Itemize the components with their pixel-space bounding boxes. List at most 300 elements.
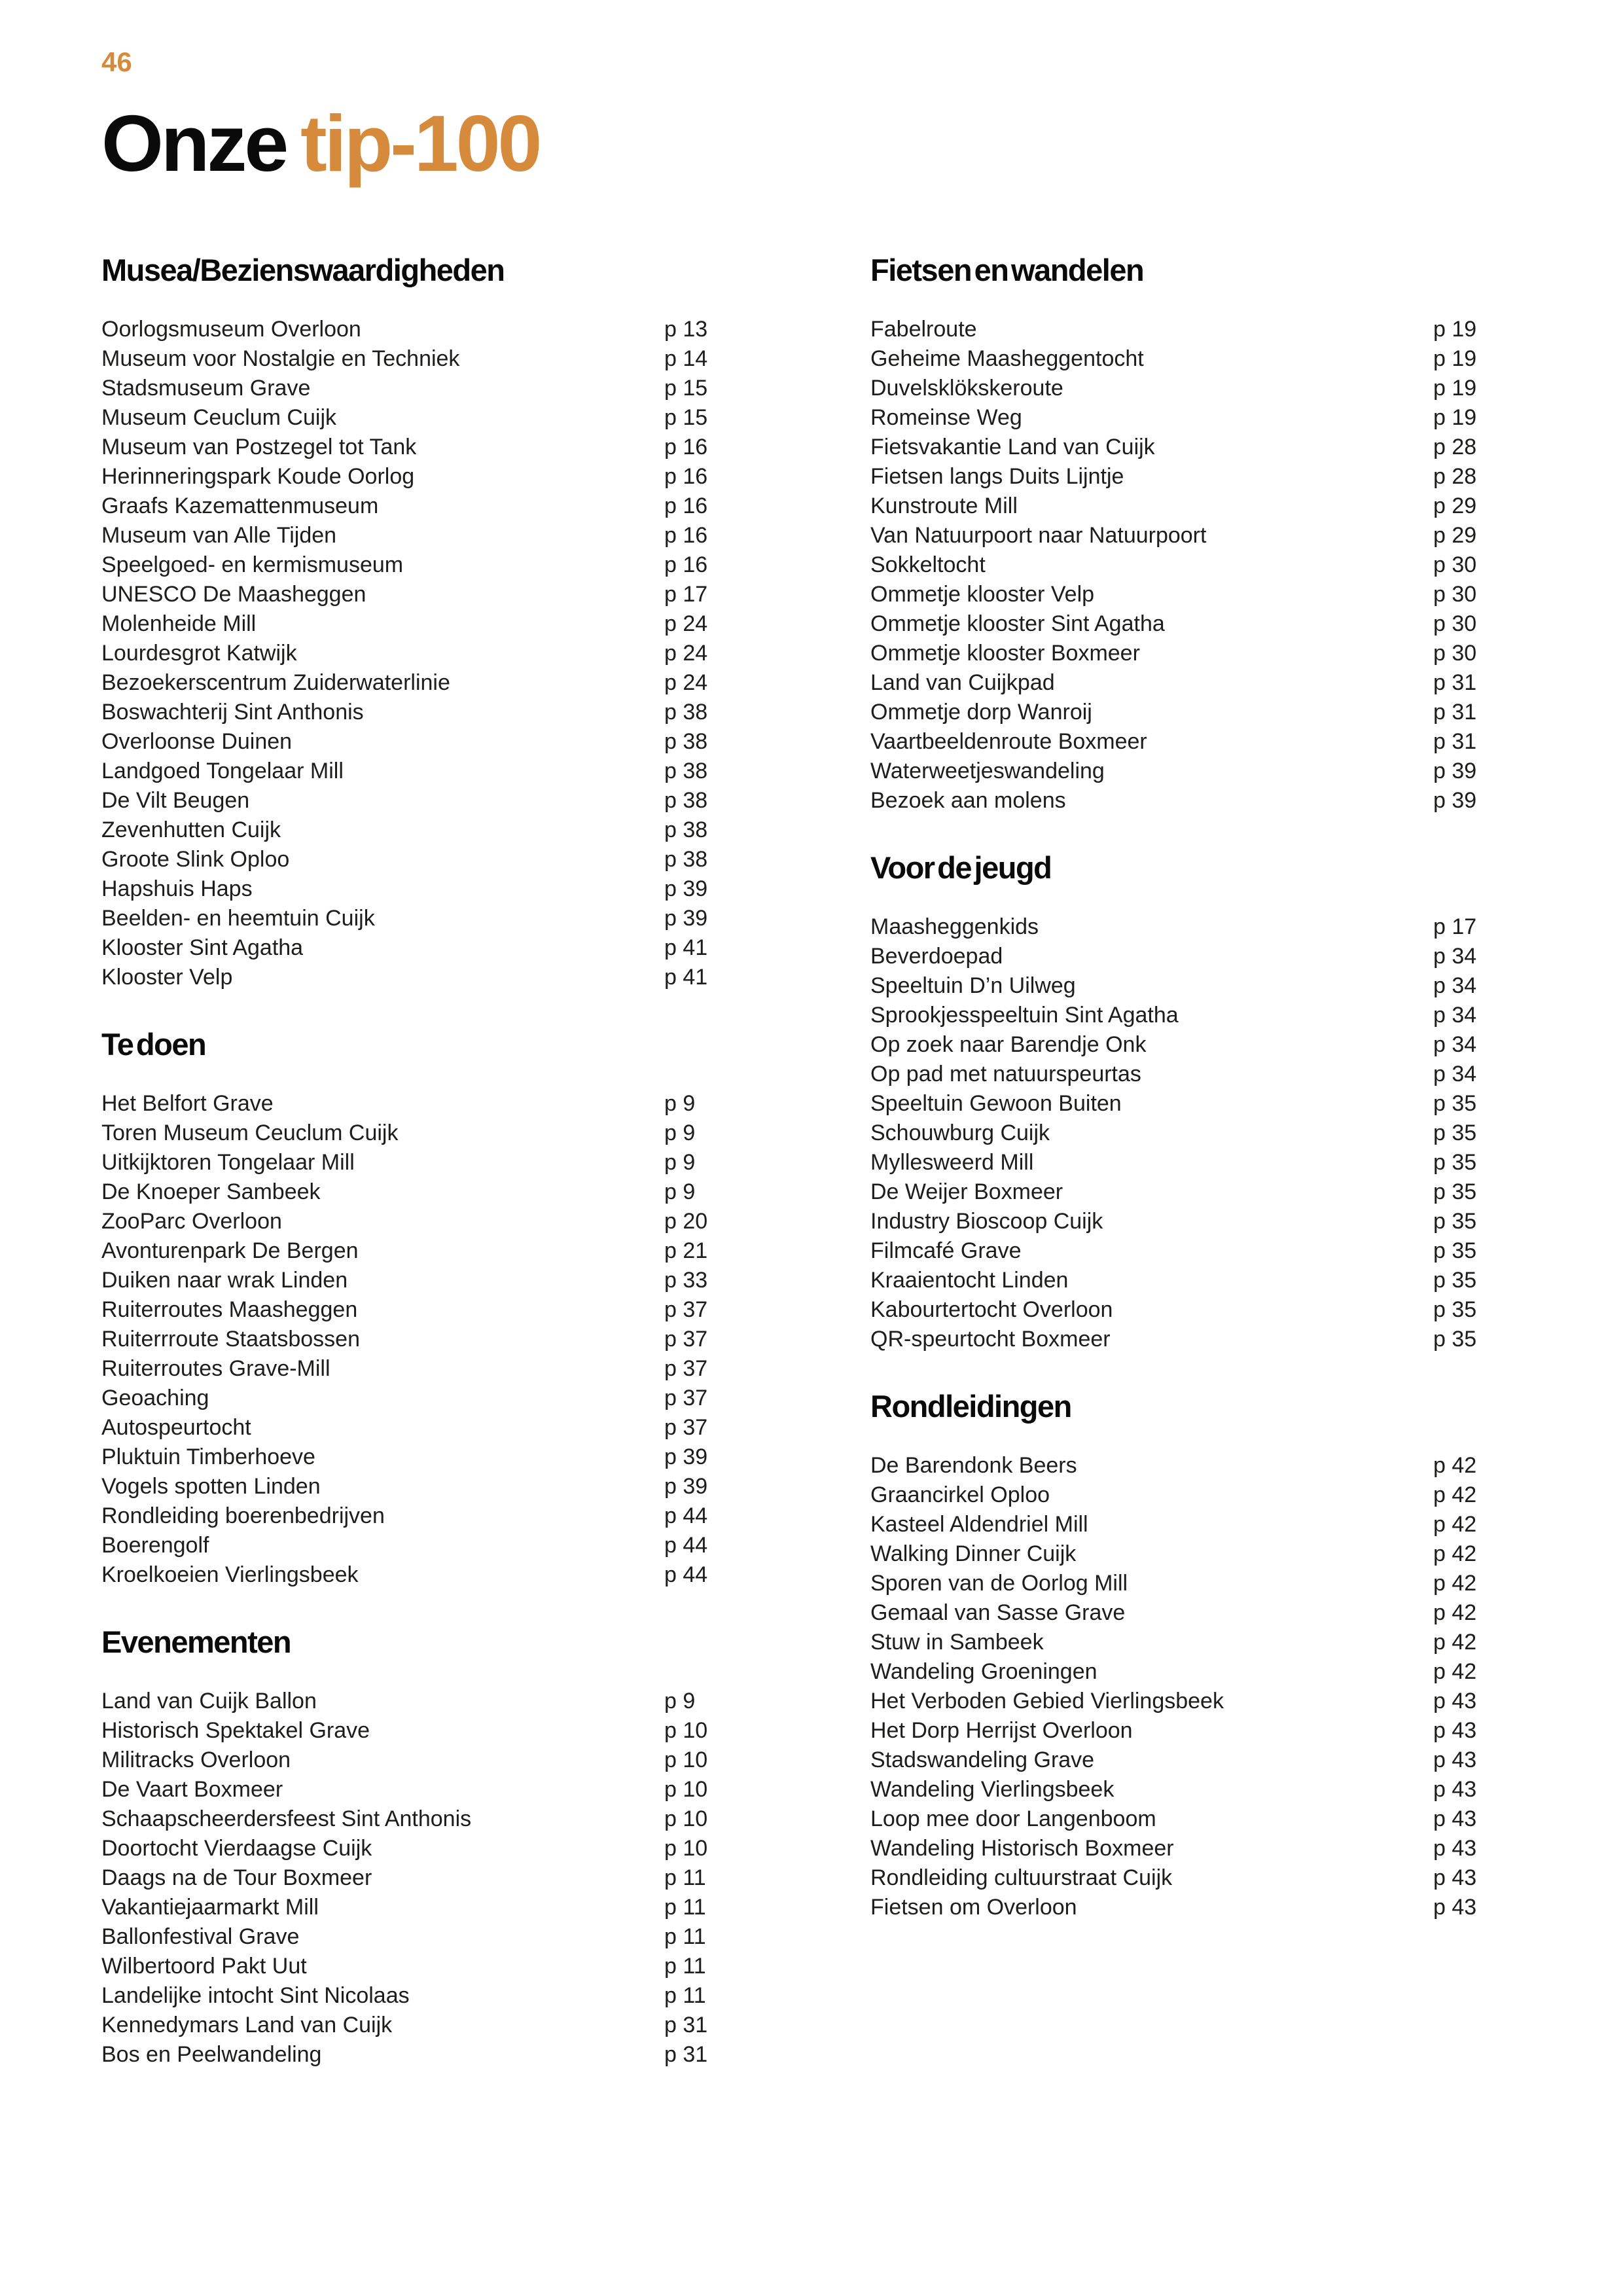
entry-label: Schouwburg Cuijk — [870, 1121, 1050, 1145]
entry-page-ref: p 28 — [1433, 435, 1477, 459]
toc-row — [870, 1266, 1492, 1295]
entry-page-ref: p 17 — [664, 582, 708, 607]
toc-row — [870, 580, 1492, 609]
entry-label: Museum van Alle Tijden — [101, 523, 337, 548]
entry-label: Wandeling Historisch Boxmeer — [870, 1836, 1174, 1861]
toc-row — [101, 433, 723, 462]
toc-row — [870, 1893, 1492, 1922]
entry-label: Toren Museum Ceuclum Cuijk — [101, 1121, 399, 1145]
entry-label: Speeltuin D’n Uilweg — [870, 973, 1076, 998]
entry-label: Schaapscheerdersfeest Sint Anthonis — [101, 1806, 472, 1831]
toc-row — [870, 1236, 1492, 1266]
entry-label: Speelgoed- en kermismuseum — [101, 552, 404, 577]
toc-row — [870, 639, 1492, 668]
toc-row — [870, 1001, 1492, 1030]
toc-row — [870, 698, 1492, 727]
toc-row — [101, 1834, 723, 1863]
toc-row — [870, 1834, 1492, 1863]
entry-label: Ommetje dorp Wanroij — [870, 700, 1092, 725]
toc-row — [101, 1804, 723, 1834]
toc-row — [870, 609, 1492, 639]
toc-row — [101, 2040, 723, 2070]
entry-page-ref: p 11 — [664, 1865, 706, 1890]
toc-row — [870, 1863, 1492, 1893]
entry-page-ref: p 35 — [1433, 1209, 1477, 1234]
entry-label: Het Verboden Gebied Vierlingsbeek — [870, 1689, 1224, 1713]
entry-page-ref: p 35 — [1433, 1297, 1477, 1322]
entry-page-ref: p 11 — [664, 1954, 706, 1979]
entry-page-ref: p 38 — [664, 700, 708, 725]
toc-row — [101, 668, 723, 698]
entry-label: Lourdesgrot Katwijk — [101, 641, 297, 666]
entry-page-ref: p 38 — [664, 817, 708, 842]
entry-page-ref: p 11 — [664, 1983, 706, 2008]
entry-label: Walking Dinner Cuijk — [870, 1541, 1077, 1566]
entry-label: Kraaientocht Linden — [870, 1268, 1069, 1293]
entry-page-ref: p 29 — [1433, 493, 1477, 518]
section-heading: Voor de jeugd — [870, 850, 1052, 885]
toc-row — [101, 1687, 723, 1716]
toc-row — [101, 374, 723, 403]
entry-label: Uitkijktoren Tongelaar Mill — [101, 1150, 355, 1175]
section-item-list — [101, 1687, 723, 2070]
section-heading: Te doen — [101, 1027, 206, 1062]
toc-row — [870, 521, 1492, 550]
toc-row — [870, 1148, 1492, 1177]
entry-page-ref: p 16 — [664, 523, 708, 548]
entry-label: Ommetje klooster Boxmeer — [870, 641, 1140, 666]
entry-page-ref: p 43 — [1433, 1689, 1477, 1713]
entry-page-ref: p 38 — [664, 847, 708, 872]
entry-page-ref: p 33 — [664, 1268, 708, 1293]
toc-row — [870, 1207, 1492, 1236]
entry-label: Daags na de Tour Boxmeer — [101, 1865, 372, 1890]
entry-label: Ommetje klooster Velp — [870, 582, 1095, 607]
entry-label: Vogels spotten Linden — [101, 1474, 321, 1499]
toc-row — [101, 904, 723, 933]
section-heading: Musea/Bezienswaardigheden — [101, 253, 505, 287]
entry-page-ref: p 34 — [1433, 1032, 1477, 1057]
toc-row — [101, 580, 723, 609]
toc-row — [101, 1443, 723, 1472]
entry-label: Pluktuin Timberhoeve — [101, 1444, 315, 1469]
entry-page-ref: p 9 — [664, 1121, 696, 1145]
entry-label: Ruiterroutes Grave-Mill — [101, 1356, 330, 1381]
toc-row — [870, 1060, 1492, 1089]
toc-row — [870, 1510, 1492, 1539]
page-number: 46 — [101, 46, 132, 77]
entry-page-ref: p 38 — [664, 729, 708, 754]
entry-page-ref: p 44 — [664, 1562, 708, 1587]
toc-section — [101, 1624, 723, 2070]
entry-label: Romeinse Weg — [870, 405, 1022, 430]
entry-label: Boerengolf — [101, 1533, 209, 1558]
entry-page-ref: p 34 — [1433, 1062, 1477, 1086]
toc-row — [870, 1539, 1492, 1569]
entry-page-ref: p 43 — [1433, 1718, 1477, 1743]
toc-row — [101, 1922, 723, 1952]
entry-page-ref: p 35 — [1433, 1091, 1477, 1116]
toc-row — [101, 845, 723, 874]
toc-row — [870, 462, 1492, 492]
entry-label: ZooParc Overloon — [101, 1209, 282, 1234]
entry-page-ref: p 35 — [1433, 1179, 1477, 1204]
entry-page-ref: p 39 — [664, 876, 708, 901]
toc-row — [870, 492, 1492, 521]
entry-label: Kabourtertocht Overloon — [870, 1297, 1113, 1322]
entry-label: Land van Cuijk Ballon — [101, 1689, 317, 1713]
entry-page-ref: p 30 — [1433, 582, 1477, 607]
entry-label: Kroelkoeien Vierlingsbeek — [101, 1562, 359, 1587]
toc-row — [101, 1148, 723, 1177]
entry-label: Op pad met natuurspeurtas — [870, 1062, 1141, 1086]
entry-page-ref: p 43 — [1433, 1806, 1477, 1831]
entry-page-ref: p 16 — [664, 435, 708, 459]
toc-row — [870, 912, 1492, 942]
entry-page-ref: p 42 — [1433, 1482, 1477, 1507]
toc-row — [870, 403, 1492, 433]
entry-page-ref: p 24 — [664, 611, 708, 636]
entry-page-ref: p 19 — [1433, 376, 1477, 401]
entry-page-ref: p 34 — [1433, 1003, 1477, 1028]
entry-page-ref: p 16 — [664, 552, 708, 577]
toc-row — [101, 344, 723, 374]
entry-label: Molenheide Mill — [101, 611, 257, 636]
entry-page-ref: p 39 — [664, 1474, 708, 1499]
toc-section — [870, 252, 1492, 816]
toc-row — [101, 1177, 723, 1207]
entry-page-ref: p 35 — [1433, 1268, 1477, 1293]
entry-label: Rondleiding cultuurstraat Cuijk — [870, 1865, 1173, 1890]
entry-page-ref: p 28 — [1433, 464, 1477, 489]
entry-label: Groote Slink Oploo — [101, 847, 290, 872]
entry-label: Kasteel Aldendriel Mill — [870, 1512, 1088, 1537]
entry-label: Rondleiding boerenbedrijven — [101, 1503, 385, 1528]
entry-page-ref: p 38 — [664, 759, 708, 783]
entry-page-ref: p 9 — [664, 1689, 696, 1713]
entry-label: Stadsmuseum Grave — [101, 376, 311, 401]
entry-label: Kunstroute Mill — [870, 493, 1018, 518]
entry-label: UNESCO De Maasheggen — [101, 582, 366, 607]
entry-label: QR-speurtocht Boxmeer — [870, 1327, 1111, 1352]
entry-label: Speeltuin Gewoon Buiten — [870, 1091, 1122, 1116]
entry-page-ref: p 10 — [664, 1748, 708, 1772]
toc-row — [870, 1804, 1492, 1834]
entry-label: Zevenhutten Cuijk — [101, 817, 281, 842]
entry-page-ref: p 29 — [1433, 523, 1477, 548]
entry-page-ref: p 37 — [664, 1386, 708, 1410]
section-heading: Evenementen — [101, 1624, 291, 1659]
entry-page-ref: p 37 — [664, 1297, 708, 1322]
entry-page-ref: p 42 — [1433, 1453, 1477, 1478]
entry-page-ref: p 11 — [664, 1924, 706, 1949]
entry-page-ref: p 24 — [664, 670, 708, 695]
entry-label: De Vilt Beugen — [101, 788, 250, 813]
toc-row — [870, 942, 1492, 971]
entry-label: Geoaching — [101, 1386, 209, 1410]
entry-page-ref: p 35 — [1433, 1150, 1477, 1175]
entry-page-ref: p 43 — [1433, 1748, 1477, 1772]
entry-page-ref: p 20 — [664, 1209, 708, 1234]
toc-row — [101, 1295, 723, 1325]
entry-label: Ommetje klooster Sint Agatha — [870, 611, 1165, 636]
entry-label: Graafs Kazemattenmuseum — [101, 493, 379, 518]
toc-row — [101, 1266, 723, 1295]
toc-row — [101, 1236, 723, 1266]
toc-row — [870, 1657, 1492, 1687]
entry-label: Fietsen langs Duits Lijntje — [870, 464, 1124, 489]
entry-page-ref: p 42 — [1433, 1600, 1477, 1625]
toc-row — [870, 315, 1492, 344]
entry-label: Bezoekerscentrum Zuiderwaterlinie — [101, 670, 450, 695]
entry-label: Beverdoepad — [870, 944, 1003, 969]
entry-label: Militracks Overloon — [101, 1748, 291, 1772]
entry-label: Fietsen om Overloon — [870, 1895, 1077, 1920]
toc-row — [870, 1569, 1492, 1598]
entry-label: Museum voor Nostalgie en Techniek — [101, 346, 460, 371]
entry-label: Museum Ceuclum Cuijk — [101, 405, 336, 430]
toc-row — [101, 550, 723, 580]
entry-label: Fietsvakantie Land van Cuijk — [870, 435, 1155, 459]
entry-label: Ballonfestival Grave — [101, 1924, 300, 1949]
entry-page-ref: p 24 — [664, 641, 708, 666]
section-item-list — [870, 912, 1492, 1354]
entry-page-ref: p 31 — [664, 2042, 708, 2067]
section-heading: Rondleidingen — [870, 1389, 1071, 1424]
entry-page-ref: p 31 — [1433, 729, 1477, 754]
entry-label: Het Dorp Herrijst Overloon — [870, 1718, 1133, 1743]
entry-page-ref: p 35 — [1433, 1121, 1477, 1145]
entry-page-ref: p 9 — [664, 1150, 696, 1175]
toc-row — [870, 1598, 1492, 1628]
toc-column-right — [870, 252, 1492, 1922]
toc-row — [870, 1775, 1492, 1804]
toc-row — [870, 1628, 1492, 1657]
entry-page-ref: p 39 — [1433, 788, 1477, 813]
toc-row — [101, 1472, 723, 1501]
entry-page-ref: p 19 — [1433, 346, 1477, 371]
entry-label: Vakantiejaarmarkt Mill — [101, 1895, 319, 1920]
entry-label: Wandeling Groeningen — [870, 1659, 1097, 1684]
entry-label: Kennedymars Land van Cuijk — [101, 2013, 393, 2037]
entry-label: Stuw in Sambeek — [870, 1630, 1044, 1655]
entry-label: De Vaart Boxmeer — [101, 1777, 283, 1802]
entry-page-ref: p 34 — [1433, 944, 1477, 969]
toc-row — [101, 1089, 723, 1119]
entry-label: Hapshuis Haps — [101, 876, 253, 901]
toc-row — [101, 1413, 723, 1443]
entry-page-ref: p 42 — [1433, 1512, 1477, 1537]
entry-label: Oorlogsmuseum Overloon — [101, 317, 361, 342]
toc-row — [101, 874, 723, 904]
entry-label: Waterweetjeswandeling — [870, 759, 1105, 783]
entry-page-ref: p 19 — [1433, 405, 1477, 430]
toc-row — [870, 1451, 1492, 1480]
entry-label: Sporen van de Oorlog Mill — [870, 1571, 1128, 1596]
entry-page-ref: p 31 — [664, 2013, 708, 2037]
toc-row — [101, 315, 723, 344]
entry-page-ref: p 39 — [1433, 759, 1477, 783]
entry-page-ref: p 39 — [664, 906, 708, 931]
entry-page-ref: p 9 — [664, 1091, 696, 1116]
section-heading: Fietsen en wandelen — [870, 253, 1144, 287]
entry-page-ref: p 42 — [1433, 1659, 1477, 1684]
toc-row — [101, 1863, 723, 1893]
toc-row — [101, 462, 723, 492]
entry-label: Sokkeltocht — [870, 552, 986, 577]
entry-page-ref: p 41 — [664, 935, 708, 960]
entry-page-ref: p 17 — [1433, 914, 1477, 939]
entry-page-ref: p 15 — [664, 376, 708, 401]
entry-page-ref: p 44 — [664, 1533, 708, 1558]
toc-row — [870, 1089, 1492, 1119]
entry-page-ref: p 34 — [1433, 973, 1477, 998]
entry-page-ref: p 30 — [1433, 641, 1477, 666]
entry-label: De Weijer Boxmeer — [870, 1179, 1063, 1204]
entry-page-ref: p 31 — [1433, 670, 1477, 695]
toc-row — [101, 1560, 723, 1590]
toc-section — [101, 1026, 723, 1590]
entry-label: Historisch Spektakel Grave — [101, 1718, 370, 1743]
entry-page-ref: p 42 — [1433, 1571, 1477, 1596]
entry-page-ref: p 15 — [664, 405, 708, 430]
toc-row — [870, 1295, 1492, 1325]
entry-page-ref: p 43 — [1433, 1865, 1477, 1890]
toc-row — [870, 786, 1492, 816]
entry-label: Landelijke intocht Sint Nicolaas — [101, 1983, 410, 2008]
entry-label: Stadswandeling Grave — [870, 1748, 1095, 1772]
toc-row — [870, 1746, 1492, 1775]
toc-row — [101, 757, 723, 786]
section-item-list — [101, 1089, 723, 1590]
entry-page-ref: p 21 — [664, 1238, 708, 1263]
toc-row — [101, 1893, 723, 1922]
toc-row — [870, 668, 1492, 698]
toc-row — [870, 757, 1492, 786]
entry-page-ref: p 43 — [1433, 1895, 1477, 1920]
entry-page-ref: p 16 — [664, 464, 708, 489]
toc-row — [101, 2011, 723, 2040]
entry-label: Sprookjesspeeltuin Sint Agatha — [870, 1003, 1179, 1028]
toc-row — [101, 933, 723, 963]
entry-page-ref: p 16 — [664, 493, 708, 518]
section-item-list — [870, 315, 1492, 816]
toc-row — [870, 1716, 1492, 1746]
toc-row — [101, 816, 723, 845]
toc-row — [101, 492, 723, 521]
entry-page-ref: p 43 — [1433, 1836, 1477, 1861]
entry-label: Wandeling Vierlingsbeek — [870, 1777, 1115, 1802]
entry-label: Loop mee door Langenboom — [870, 1806, 1156, 1831]
section-item-list — [101, 315, 723, 992]
entry-label: Doortocht Vierdaagse Cuijk — [101, 1836, 372, 1861]
toc-row — [101, 521, 723, 550]
toc-row — [101, 1354, 723, 1384]
entry-label: Ruiterroutes Maasheggen — [101, 1297, 358, 1322]
entry-page-ref: p 14 — [664, 346, 708, 371]
toc-row — [101, 1207, 723, 1236]
entry-page-ref: p 10 — [664, 1777, 708, 1802]
toc-row — [101, 1981, 723, 2011]
toc-row — [870, 1325, 1492, 1354]
entry-page-ref: p 9 — [664, 1179, 696, 1204]
entry-label: Autospeurtocht — [101, 1415, 251, 1440]
entry-label: Klooster Velp — [101, 965, 233, 990]
entry-page-ref: p 35 — [1433, 1238, 1477, 1263]
toc-row — [870, 1030, 1492, 1060]
entry-label: Klooster Sint Agatha — [101, 935, 304, 960]
toc-row — [870, 433, 1492, 462]
entry-page-ref: p 41 — [664, 965, 708, 990]
toc-row — [870, 971, 1492, 1001]
entry-label: Bos en Peelwandeling — [101, 2042, 322, 2067]
toc-columns — [101, 252, 1492, 2070]
entry-label: Maasheggenkids — [870, 914, 1039, 939]
entry-page-ref: p 10 — [664, 1836, 708, 1861]
toc-row — [870, 1177, 1492, 1207]
section-item-list — [870, 1451, 1492, 1922]
entry-label: Van Natuurpoort naar Natuurpoort — [870, 523, 1207, 548]
toc-row — [870, 344, 1492, 374]
entry-page-ref: p 30 — [1433, 611, 1477, 636]
entry-page-ref: p 11 — [664, 1895, 706, 1920]
entry-page-ref: p 35 — [1433, 1327, 1477, 1352]
entry-page-ref: p 42 — [1433, 1630, 1477, 1655]
entry-page-ref: p 42 — [1433, 1541, 1477, 1566]
entry-label: Ruiterrroute Staatsbossen — [101, 1327, 360, 1352]
toc-row — [101, 1716, 723, 1746]
entry-label: Vaartbeeldenroute Boxmeer — [870, 729, 1147, 754]
entry-label: Duvelsklökskeroute — [870, 376, 1063, 401]
toc-section — [870, 1388, 1492, 1922]
entry-page-ref: p 19 — [1433, 317, 1477, 342]
toc-row — [101, 698, 723, 727]
page-title-prefix: Onze — [101, 99, 301, 188]
entry-label: Herinneringspark Koude Oorlog — [101, 464, 415, 489]
entry-label: Avonturenpark De Bergen — [101, 1238, 359, 1263]
toc-row — [101, 963, 723, 992]
entry-page-ref: p 37 — [664, 1327, 708, 1352]
entry-page-ref: p 37 — [664, 1356, 708, 1381]
entry-label: Fabelroute — [870, 317, 977, 342]
entry-label: Graancirkel Oploo — [870, 1482, 1050, 1507]
toc-row — [101, 786, 723, 816]
entry-label: Bezoek aan molens — [870, 788, 1066, 813]
toc-row — [870, 1687, 1492, 1716]
toc-section — [101, 252, 723, 992]
entry-page-ref: p 13 — [664, 317, 708, 342]
entry-page-ref: p 31 — [1433, 700, 1477, 725]
entry-label: Het Belfort Grave — [101, 1091, 274, 1116]
toc-section — [870, 850, 1492, 1354]
toc-column-left — [101, 252, 723, 2070]
entry-page-ref: p 39 — [664, 1444, 708, 1469]
entry-label: Museum van Postzegel tot Tank — [101, 435, 417, 459]
entry-label: Gemaal van Sasse Grave — [870, 1600, 1126, 1625]
entry-label: Wilbertoord Pakt Uut — [101, 1954, 307, 1979]
toc-row — [101, 403, 723, 433]
entry-label: De Barendonk Beers — [870, 1453, 1077, 1478]
entry-page-ref: p 30 — [1433, 552, 1477, 577]
entry-page-ref: p 10 — [664, 1806, 708, 1831]
toc-row — [101, 639, 723, 668]
toc-row — [101, 1325, 723, 1354]
toc-row — [870, 1119, 1492, 1148]
entry-label: De Knoeper Sambeek — [101, 1179, 321, 1204]
entry-label: Landgoed Tongelaar Mill — [101, 759, 344, 783]
entry-label: Land van Cuijkpad — [870, 670, 1055, 695]
entry-label: Filmcafé Grave — [870, 1238, 1022, 1263]
